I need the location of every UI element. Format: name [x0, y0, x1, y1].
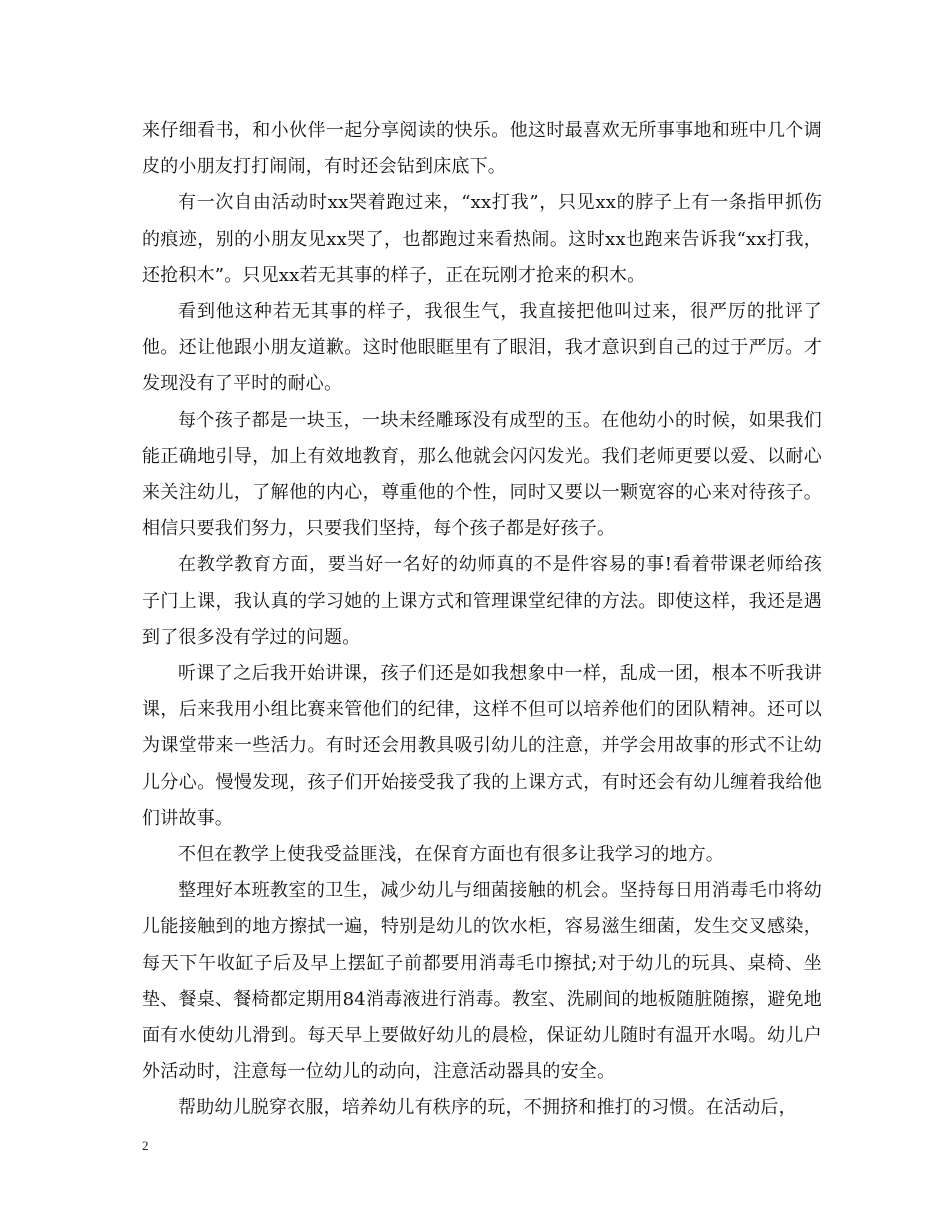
paragraph: 看到他这种若无其事的样子，我很生气，我直接把他叫过来，很严厉的批评了他。还让他跟小朋友道歉。这时他眼眶里有了眼泪，我才意识到自己的过于严厉。才发现没有了平时的耐心。 [142, 301, 822, 395]
paragraph: 在教学教育方面，要当好一名好的幼师真的不是件容易的事!看着带课老师给孩子门上课，我认真的学习她的上课方式和管理课堂纪律的方法。即使这样，我还是遇到了很多没有学过的问题。 [142, 554, 822, 648]
paragraph: 有一次自由活动时xx哭着跑过来，“xx打我”，只见xx的脖子上有一条指甲抓伤的痕迹，别的小朋友见xx哭了，也都跑过来看热闹。这时xx也跑来告诉我“xx打我，还抢积木”。只见xx若无其事的样子，正在玩刚才抢来的积木。 [142, 192, 822, 286]
paragraph: 不但在教学上使我受益匪浅，在保育方面也有很多让我学习的地方。 [178, 844, 724, 866]
paragraph-continued: 来仔细看书，和小伙伴一起分享阅读的快乐。他这时最喜欢无所事事地和班中几个调皮的小朋友打打闹闹，有时还会钻到床底下。 [142, 120, 822, 178]
page-number: 2 [142, 1138, 149, 1153]
paragraph: 帮助幼儿脱穿衣服，培养幼儿有秩序的玩，不拥挤和推打的习惯。在活动后， [178, 1097, 797, 1119]
paragraph: 每个孩子都是一块玉，一块未经雕琢没有成型的玉。在他幼小的时候，如果我们能正确地引导，加上有效地教育，那么他就会闪闪发光。我们老师更要以爱、以耐心来关注幼儿，了解他的内心，尊重他的个性，同时又要以一颗宽容的心来对待孩子。相信只要我们努力，只要我们坚持，每个孩子都是好孩子。 [142, 409, 822, 540]
paragraph: 听课了之后我开始讲课，孩子们还是如我想象中一样，乱成一团，根本不听我讲课，后来我用小组比赛来管他们的纪律，这样不但可以培养他们的团队精神。还可以为课堂带来一些活力。有时还会用教具吸引幼儿的注意，并学会用故事的形式不让幼儿分心。慢慢发现，孩子们开始接受我了我的上课方式，有时还会有幼儿缠着我给他们讲故事。 [142, 663, 822, 829]
document-body [142, 113, 822, 1127]
paragraph: 整理好本班教室的卫生，减少幼儿与细菌接触的机会。坚持每日用消毒毛巾将幼儿能接触到的地方擦拭一遍，特别是幼儿的饮水柜，容易滋生细菌，发生交叉感染，每天下午收缸子后及早上摆缸子前都要用消毒毛巾擦拭;对于幼儿的玩具、桌椅、坐垫、餐桌、餐椅都定期用84消毒液进行消毒。教室、洗刷间的地板随脏随擦，避免地面有水使幼儿滑到。每天早上要做好幼儿的晨检，保证幼儿随时有温开水喝。幼儿户外活动时，注意每一位幼儿的动向，注意活动器具的安全。 [142, 880, 822, 1083]
